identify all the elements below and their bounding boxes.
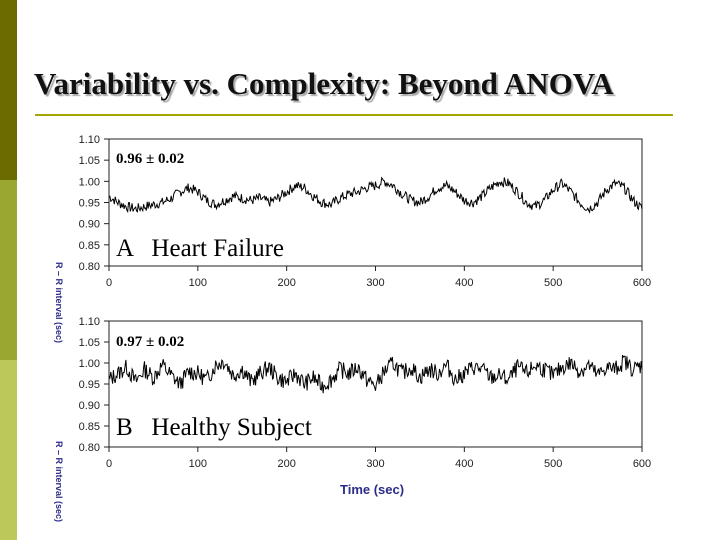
x-axis-label: Time (sec): [340, 482, 405, 497]
x-tick-label-healthy-subject: 0: [105, 458, 113, 470]
y-tick-label-healthy-subject: 0.80: [78, 442, 100, 454]
y-tick-label-heart-failure: 0.90: [78, 218, 100, 231]
x-tick-label-healthy-subject: 100: [188, 458, 208, 470]
y-tick-label-heart-failure: 1.00: [78, 176, 100, 189]
panel-label-heart-failure: A Heart Failure: [116, 235, 285, 262]
x-tick-label-healthy-subject: 200: [277, 458, 296, 470]
slide-title: Variability vs. Complexity: Beyond ANOVA: [34, 66, 614, 101]
x-tick-label-heart-failure: 0: [105, 277, 113, 289]
y-tick-label-heart-failure: 0.85: [78, 239, 100, 252]
y-tick-label-healthy-subject: 0.95: [78, 379, 100, 391]
y-tick-label-healthy-subject: 1.00: [78, 358, 100, 370]
x-tick-label-healthy-subject: 300: [366, 458, 385, 470]
y-tick-label-healthy-subject: 0.85: [78, 421, 100, 433]
y-tick-label-heart-failure: 0.80: [78, 261, 100, 273]
y-tick-label-heart-failure: 1.10: [78, 134, 100, 146]
panel-label-healthy-subject: B Healthy Subject: [116, 414, 312, 441]
annotation-heart-failure: 0.96 ± 0.02: [116, 151, 185, 167]
x-tick-label-heart-failure: 100: [188, 277, 208, 289]
y-tick-label-healthy-subject: 1.05: [78, 337, 100, 349]
y-tick-label-heart-failure: 0.95: [78, 197, 100, 210]
y-tick-label-heart-failure: 1.05: [78, 155, 100, 168]
y-tick-label-healthy-subject: 1.10: [78, 316, 100, 328]
series-line-heart-failure: [109, 178, 642, 213]
y-tick-label-healthy-subject: 0.90: [78, 400, 100, 412]
x-tick-label-heart-failure: 400: [455, 277, 474, 289]
x-tick-label-heart-failure: 500: [543, 277, 563, 289]
x-tick-label-healthy-subject: 400: [455, 458, 474, 470]
y-axis-label-heart-failure: R – R interval (sec): [54, 262, 64, 344]
x-tick-label-heart-failure: 300: [366, 277, 385, 289]
y-axis-label-healthy-subject: R – R interval (sec): [54, 441, 64, 523]
x-tick-label-heart-failure: 200: [277, 277, 296, 289]
annotation-healthy-subject: 0.97 ± 0.02: [116, 334, 185, 350]
x-tick-label-healthy-subject: 600: [632, 458, 652, 470]
series-line-healthy-subject: [109, 355, 642, 393]
x-tick-label-healthy-subject: 500: [543, 458, 563, 470]
x-tick-label-heart-failure: 600: [632, 277, 652, 289]
